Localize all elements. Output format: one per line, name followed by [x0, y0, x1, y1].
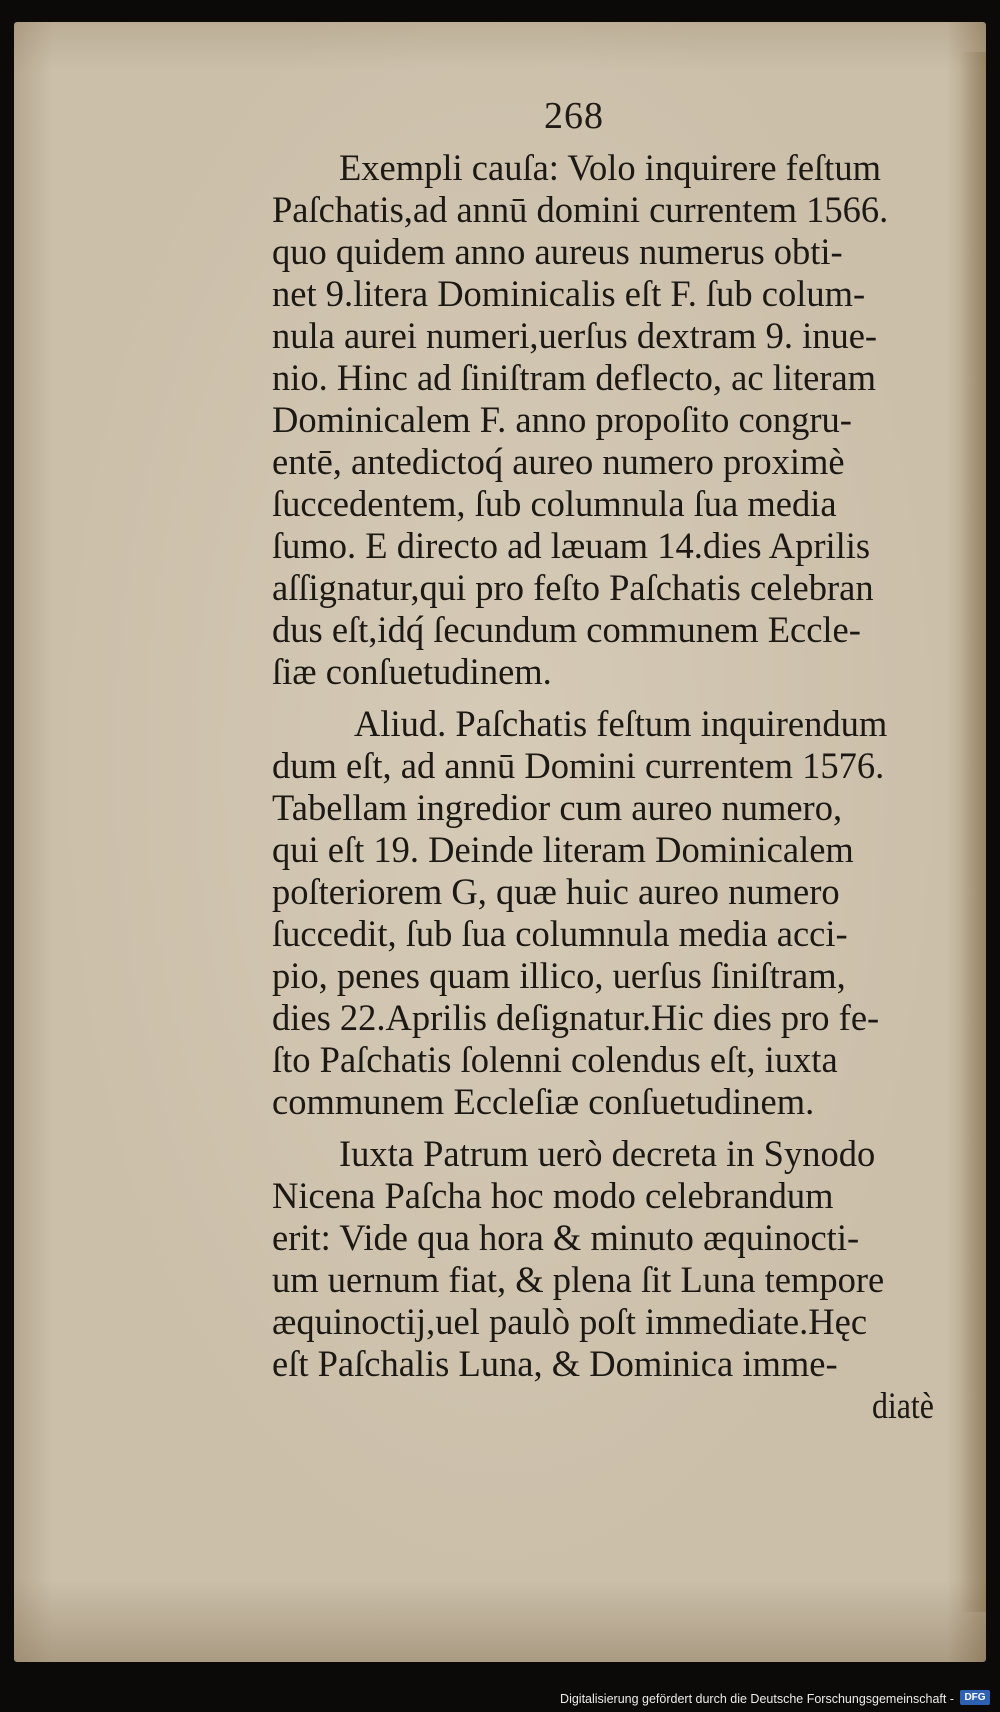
- text-line: pio, penes quam illico, uerſus ſiniſtram,: [272, 955, 846, 996]
- text-line: quo quidem anno aureus numerus obti-: [272, 231, 843, 272]
- catchword: diatè: [872, 1385, 934, 1426]
- text-line: ſiæ conſuetudinem.: [272, 651, 552, 692]
- text-line: entē, antedictoq́ aureo numero proximè: [272, 441, 845, 482]
- text-line: poſteriorem G, quæ huic aureo numero: [272, 871, 840, 912]
- text-line: dum eſt, ad annū Domini currentem 1576.: [272, 745, 885, 786]
- dfg-logo: DFG: [960, 1690, 990, 1705]
- text-line: ſuccedit, ſub ſua columnula media acci-: [272, 913, 848, 954]
- text-line: Aliud. Paſchatis feſtum inquirendum: [354, 703, 888, 744]
- text-line: æquinoctij,uel paulò poſt immediate.Hęc: [272, 1301, 868, 1342]
- footer-credit: Digitalisierung gefördert durch die Deutsche Forschungsgemeinschaft -: [560, 1692, 954, 1706]
- text-line: aſſignatur,qui pro feſto Paſchatis celebran: [272, 567, 874, 608]
- text-line: Iuxta Patrum uerò decreta in Synodo: [339, 1133, 876, 1174]
- text-line: nio. Hinc ad ſiniſtram deflecto, ac literam: [272, 357, 877, 398]
- book-page: [14, 22, 986, 1662]
- page-number: 268: [544, 95, 604, 137]
- text-line: dies 22.Aprilis deſignatur.Hic dies pro fe-: [272, 997, 880, 1038]
- text-line: Dominicalem F. anno propoſito congru-: [272, 399, 852, 440]
- text-line: ſumo. E directo ad læuam 14.dies Aprilis: [272, 525, 871, 566]
- text-line: net 9.litera Dominicalis eſt F. ſub colum-: [272, 273, 866, 314]
- text-line: nula aurei numeri,uerſus dextram 9. inue-: [272, 315, 878, 356]
- text-line: qui eſt 19. Deinde literam Dominicalem: [272, 829, 854, 870]
- text-line: Nicena Paſcha hoc modo celebrandum: [272, 1175, 834, 1216]
- text-line: Tabellam ingredior cum aureo numero,: [272, 787, 843, 828]
- text-line: erit: Vide qua hora & minuto æquinocti-: [272, 1217, 860, 1258]
- text-line: ſto Paſchatis ſolenni colendus eſt, iuxta: [272, 1039, 838, 1080]
- text-line: dus eſt,idq́ ſecundum communem Eccle-: [272, 609, 861, 650]
- text-block: [14, 22, 986, 1662]
- text-line: um uernum fiat, & plena ſit Luna tempore: [272, 1259, 885, 1300]
- digitization-footer: [0, 1686, 1000, 1712]
- text-line: ſuccedentem, ſub columnula ſua media: [272, 483, 837, 524]
- text-line: communem Eccleſiæ conſuetudinem.: [272, 1081, 815, 1122]
- text-line: Paſchatis,ad annū domini currentem 1566.: [272, 189, 889, 230]
- text-line: eſt Paſchalis Luna, & Dominica imme-: [272, 1343, 838, 1384]
- text-line: Exempli cauſa: Volo inquirere feſtum: [339, 147, 881, 188]
